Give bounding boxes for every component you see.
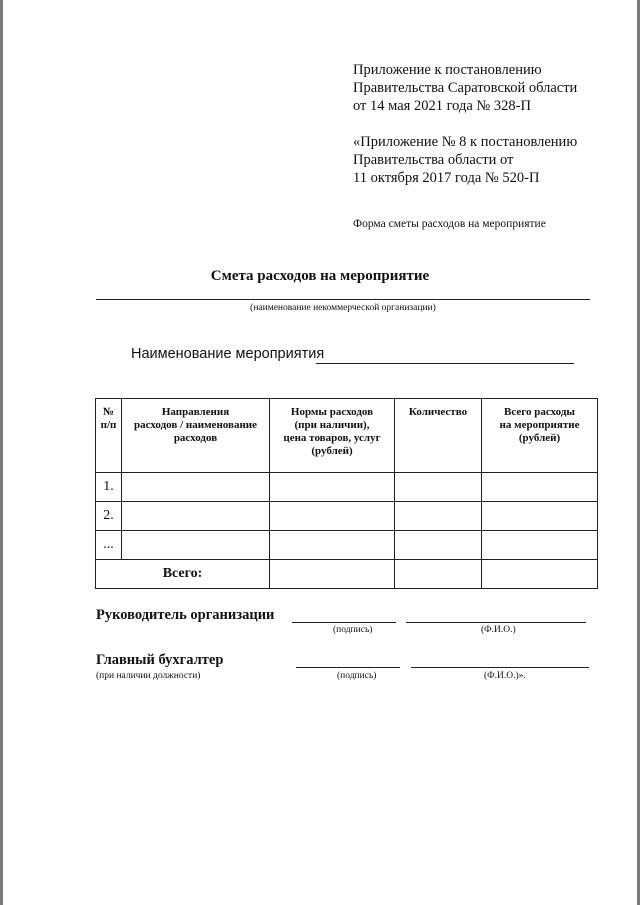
col-header-directions: Направления расходов / наименование расходов	[122, 399, 270, 473]
appendix-line: 11 октября 2017 года № 520-П	[353, 170, 540, 186]
appendix-line: Приложение к постановлению	[353, 62, 542, 78]
table-cell	[482, 502, 598, 531]
table-cell	[482, 560, 598, 589]
accountant-signature-line	[296, 667, 400, 668]
head-signature-title: Руководитель организации	[96, 607, 275, 623]
row-number: 1.	[96, 473, 122, 502]
table-cell	[395, 502, 482, 531]
table-cell	[122, 531, 270, 560]
table-row	[96, 473, 598, 502]
table-header-row	[96, 399, 598, 473]
accountant-signature-title: Главный бухгалтер	[96, 652, 224, 668]
table-row	[96, 531, 598, 560]
document-title: Смета расходов на мероприятие	[210, 268, 430, 284]
appendix-line: Правительства области от	[353, 152, 514, 168]
row-number: 2.	[96, 502, 122, 531]
table-cell	[270, 502, 395, 531]
appendix-8-reference	[353, 133, 577, 187]
head-name-line	[406, 622, 586, 623]
table-cell	[122, 502, 270, 531]
page-edge-left	[0, 0, 3, 905]
table-cell	[270, 473, 395, 502]
table-row	[96, 502, 598, 531]
organization-name-line	[96, 299, 590, 300]
head-signature-caption: (подпись)	[333, 625, 373, 635]
appendix-line: «Приложение № 8 к постановлению	[353, 134, 578, 150]
total-row	[96, 560, 598, 589]
event-name-label: Наименование мероприятия	[131, 346, 325, 362]
table-cell	[395, 560, 482, 589]
organization-caption: (наименование некоммерческой организации)	[250, 303, 436, 313]
head-signature-line	[292, 622, 396, 623]
event-name-line	[316, 363, 574, 364]
estimate-table	[95, 398, 598, 589]
table-cell	[395, 473, 482, 502]
col-header-quantity: Количество	[395, 399, 482, 473]
table-cell	[482, 531, 598, 560]
accountant-name-caption: (Ф.И.О.)».	[484, 671, 526, 681]
accountant-note: (при наличии должности)	[96, 671, 201, 681]
col-header-number: № п/п	[96, 399, 122, 473]
table-cell	[270, 531, 395, 560]
col-header-norms: Нормы расходов (при наличии), цена товаров, услуг (рублей)	[270, 399, 395, 473]
appendix-line: от 14 мая 2021 года № 328-П	[353, 98, 531, 114]
appendix-line: Правительства Саратовской области	[353, 80, 578, 96]
row-number: ...	[96, 531, 122, 560]
table-cell	[122, 473, 270, 502]
form-note: Форма сметы расходов на мероприятие	[353, 218, 546, 230]
col-header-total: Всего расходы на мероприятие (рублей)	[482, 399, 598, 473]
accountant-signature-caption: (подпись)	[337, 671, 377, 681]
total-label: Всего:	[96, 560, 270, 589]
table-cell	[482, 473, 598, 502]
head-name-caption: (Ф.И.О.)	[481, 625, 516, 635]
appendix-reference	[353, 61, 577, 115]
table-cell	[395, 531, 482, 560]
table-cell	[270, 560, 395, 589]
accountant-name-line	[411, 667, 589, 668]
